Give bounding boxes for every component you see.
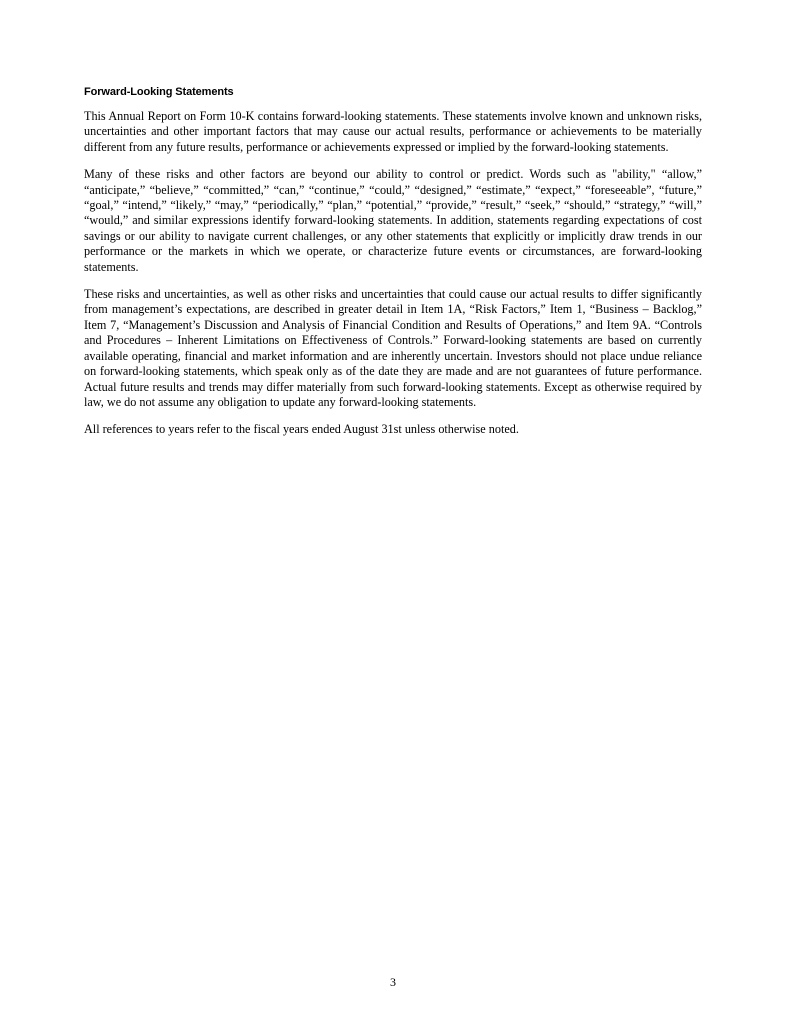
document-body bbox=[84, 85, 702, 450]
paragraph-risk-words: Many of these risks and other factors are beyond our ability to control or predict. Words such as "ability," “allow,” “anticipate,” “believe,” “committed,” “can,” “continue,” “could,” “designed,” “estimate,” “expect,” “foreseeable”, “future,” “goal,” “intend,” “likely,” “may,” “periodically,” “plan,” “potential,” “provide,” “result,” “seek,” “should,” “strategy,” “will,” “would,” and similar expressions identify forward-looking statements. In addition, statements regarding expectations of cost savings or our ability to navigate current challenges, or any other statements that explicitly or implicitly draw trends in our performance or the markets in which we operate, or characterize future events or circumstances, are forward-looking statements. bbox=[84, 167, 702, 274]
paragraph-risk-details: These risks and uncertainties, as well as other risks and uncertainties that could cause our actual results to differ significantly from management’s expectations, are described in greater detail in Item 1A, “Risk Factors,” Item 1, “Business – Backlog,” Item 7, “Management’s Discussion and Analysis of Financial Condition and Results of Operations,” and Item 9A. “Controls and Procedures – Inherent Limitations on Effectiveness of Controls.” Forward-looking statements are based on currently available operating, financial and market information and are inherently uncertain. Investors should not place undue reliance on forward-looking statements, which speak only as of the date they are made and are not guarantees of future performance. Actual future results and trends may differ materially from such forward-looking statements. Except as otherwise required by law, we do not assume any obligation to update any forward-looking statements. bbox=[84, 287, 702, 409]
paragraph-intro: This Annual Report on Form 10-K contains forward-looking statements. These statements involve known and unknown risks, uncertainties and other important factors that may cause our actual results, performance or achievements to be materially different from any future results, performance or achievements expressed or implied by the forward-looking statements. bbox=[84, 109, 702, 154]
page-number: 3 bbox=[390, 975, 396, 989]
section-heading: Forward-Looking Statements bbox=[84, 86, 234, 98]
paragraph-fiscal-years: All references to years refer to the fiscal years ended August 31st unless otherwise noted. bbox=[84, 422, 519, 437]
